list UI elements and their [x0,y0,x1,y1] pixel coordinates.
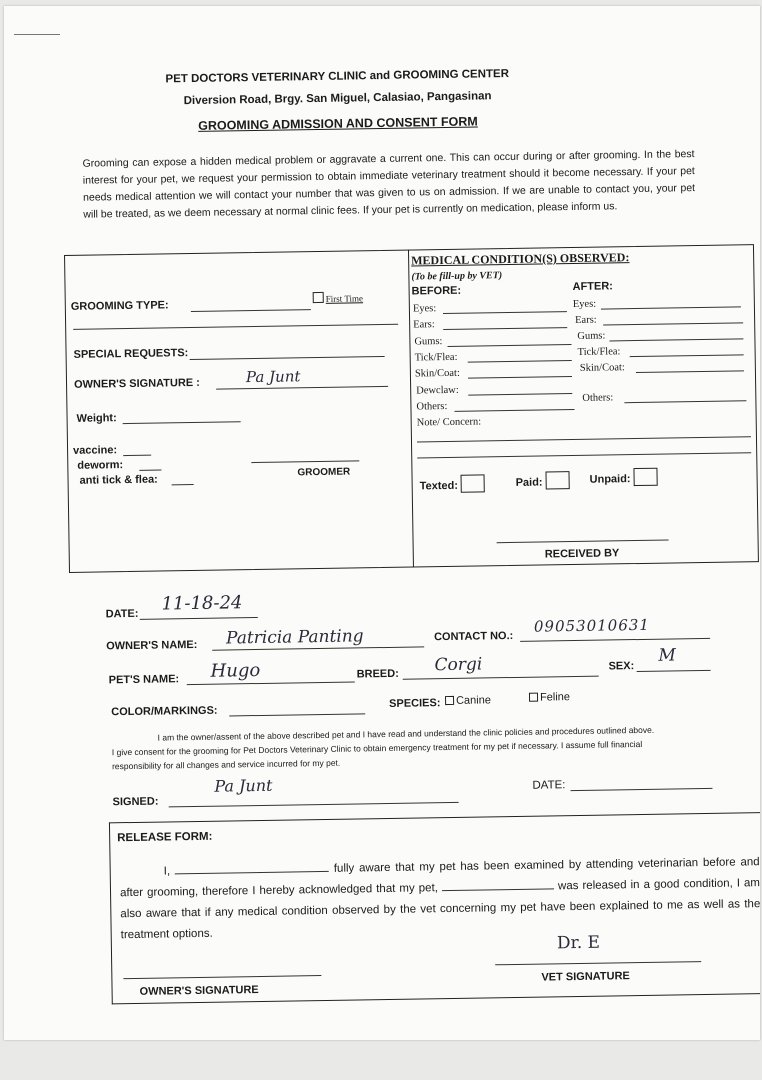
release-prefix: I, [163,865,171,878]
vet-signature-scribble: Dr. E [556,932,601,954]
consent-line-2: I give consent for the grooming for Pet Doctors Veterinary Clinic to obtain emergency treatment for my pet if necessary. I assume full financial [111,738,643,758]
breed-field[interactable] [403,676,599,680]
contact-value: 09053010631 [533,615,651,636]
received-by-label: RECEIVED BY [544,547,620,561]
note-concern-label: Note/ Concern: [416,416,482,429]
before-tickflea-label: Tick/Flea: [414,351,458,364]
first-time-option[interactable] [313,291,363,304]
intro-paragraph: Grooming can expose a hidden medical problem or aggravate a current one. This can occur during or after grooming. In the best interest for your pet, we request your permission to obtain immediate veterinary treatment should it become necessary. If your pet needs medical attention we will contact your number that was given to us on admission. If we are unable to contact you, your pet will be treated, as we deem necessary at normal clinic fees. If your pet is currently on medication, please inform us. [82,148,696,221]
release-title: RELEASE FORM: [117,830,213,845]
after-tickflea-label: Tick/Flea: [577,346,621,358]
unpaid-checkbox[interactable] [633,468,657,486]
after-gums-label: Gums: [577,330,606,342]
feline-checkbox[interactable] [529,693,538,702]
signed-scribble: Pa Junt [214,775,273,796]
clinic-address: Diversion Road, Brgy. San Miguel, Calasiao, Pangasinan [183,90,492,108]
texted-option[interactable] [420,474,486,493]
canine-label: Canine [455,694,492,707]
release-name-blank[interactable] [175,859,329,874]
after-label: AFTER: [572,280,614,294]
feline-label: Feline [539,691,571,704]
date-value: 11-18-24 [161,592,243,615]
breed-label: BREED: [356,667,399,681]
consent-date-field[interactable] [570,788,712,791]
anti-tick-label: anti tick & flea: [79,473,158,487]
contact-field[interactable] [520,638,710,642]
sex-label: SEX: [608,660,635,673]
consent-date-label: DATE: [532,779,566,792]
contact-label: CONTACT NO.: [433,629,514,644]
texted-checkbox[interactable] [461,474,485,492]
pet-name-label: PET'S NAME: [108,673,180,687]
before-skincoat-label: Skin/Coat: [414,367,460,380]
deworm-label: deworm: [77,459,124,472]
color-markings-field[interactable] [229,713,365,716]
feline-option[interactable] [529,691,570,704]
after-eyes-label: Eyes: [572,298,597,311]
form-sheet [4,6,760,1040]
unpaid-option[interactable] [589,468,657,487]
consent-line-3: responsibility for all changes and service incurred for my pet. [111,757,341,772]
before-eyes-label: Eyes: [412,303,437,315]
pet-name-value: Hugo [210,659,261,682]
groomer-label: GROOMER [297,466,351,479]
release-paragraph [120,852,760,946]
release-text-1: fully aware that my pet has been examined by attending veterinarian before and after grooming, therefore I hereby acknowledged that my pet, [119,856,760,900]
after-others-label: Others: [582,392,614,404]
color-markings-label: COLOR/MARKINGS: [111,704,218,719]
texted-label: Texted: [419,479,459,493]
before-others-label: Others: [416,400,448,413]
pet-name-field[interactable] [187,681,355,685]
sex-field[interactable] [637,670,711,672]
vet-signature-label: VET SIGNATURE [541,970,630,984]
date-label: DATE: [105,607,139,621]
after-ears-label: Ears: [575,314,597,326]
date-field[interactable] [140,617,258,620]
special-requests-label: SPECIAL REQUESTS: [73,347,189,361]
first-time-label: First Time [325,293,364,304]
medical-conditions-title: MEDICAL CONDITION(S) OBSERVED: [411,250,630,268]
after-skincoat-label: Skin/Coat: [579,362,625,374]
canine-checkbox[interactable] [445,696,454,705]
first-time-checkbox[interactable] [313,292,324,303]
form-title: GROOMING ADMISSION AND CONSENT FORM [198,114,478,133]
paid-option[interactable] [515,471,569,490]
vaccine-label: vaccine: [73,444,118,457]
medical-conditions-subtitle: (To be fill-up by VET) [411,270,503,283]
consent-line-1: I am the owner/assent of the above described pet and I have read and understand the clinic policies and procedures outlined above. [157,724,655,743]
sex-value: M [658,645,676,666]
paid-checkbox[interactable] [545,471,569,489]
release-pet-blank[interactable] [442,876,554,891]
owner-signature-label: OWNER'S SIGNATURE : [73,376,200,391]
owner-name-value: Patricia Panting [225,626,364,649]
clinic-name: PET DOCTORS VETERINARY CLINIC and GROOMING CENTER [165,67,510,86]
owner-signature-scribble: Pa Junt [245,367,301,387]
signed-label: SIGNED: [112,795,159,809]
release-owner-signature-label: OWNER'S SIGNATURE [139,984,259,998]
before-gums-label: Gums: [414,336,443,348]
grooming-type-label: GROOMING TYPE: [70,299,169,313]
before-dewclaw-label: Dewclaw: [416,384,459,397]
weight-label: Weight: [76,412,117,425]
unpaid-label: Unpaid: [589,473,631,486]
before-ears-label: Ears: [413,319,435,331]
form-content [4,6,760,1040]
signed-field[interactable] [169,802,459,808]
breed-value: Corgi [434,654,483,676]
canine-option[interactable] [445,694,491,707]
paid-label: Paid: [515,476,543,489]
release-text-2: was released in a good condition, I am also aware that if any medical condition observed by the vet concerning my pet have been explained to me as well as the treatment options. [120,877,760,942]
before-label: BEFORE: [411,284,462,298]
species-label: SPECIES: [389,697,441,710]
owner-name-label: OWNER'S NAME: [106,638,198,653]
